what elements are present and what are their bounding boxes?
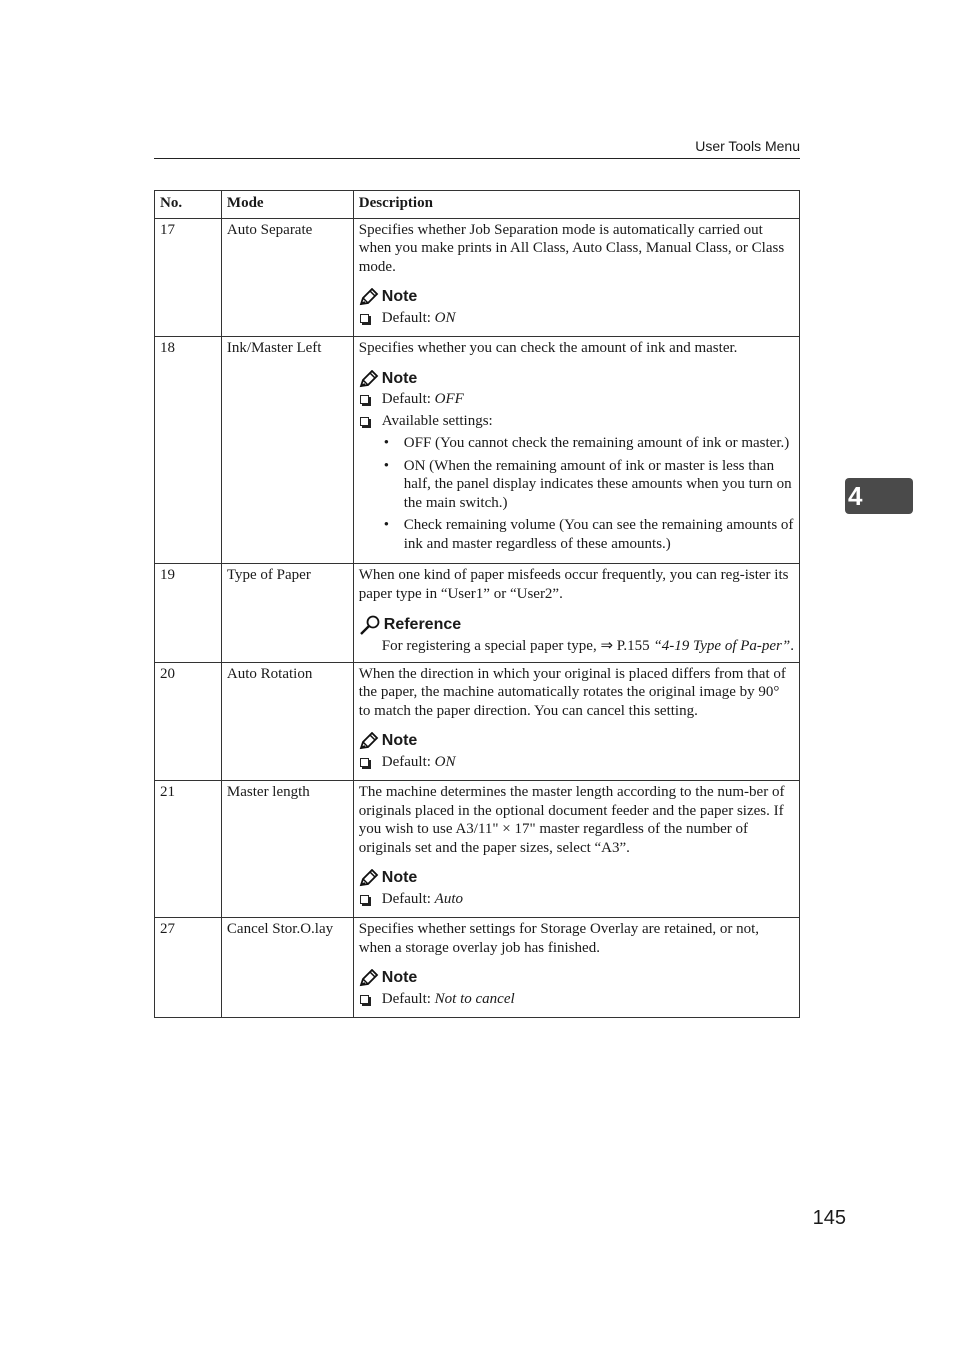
row-description-cell xyxy=(353,781,799,918)
row-mode: Type of Paper xyxy=(221,564,353,663)
table-row xyxy=(155,662,800,781)
note-label: Note xyxy=(381,288,418,305)
table-row xyxy=(155,781,800,918)
checkbox-icon xyxy=(360,314,369,323)
note-default-line xyxy=(359,753,794,772)
table-row xyxy=(155,337,800,564)
pencil-note-icon xyxy=(359,288,379,306)
checkbox-icon xyxy=(360,995,369,1004)
default-prefix: Default: xyxy=(381,753,435,770)
table-row xyxy=(155,918,800,1018)
default-value: Not to cancel xyxy=(434,990,515,1007)
default-value: ON xyxy=(434,753,456,770)
note-heading xyxy=(359,732,794,751)
list-item-text: OFF (You cannot check the remaining amount of ink or master.) xyxy=(403,435,790,451)
note-label: Note xyxy=(381,869,418,886)
list-item-text: ON (When the remaining amount of ink or master is less than half, the panel display indicates these amounts when you turn on the main switch.) xyxy=(403,457,792,511)
row-description: Specifies whether Job Separation mode is automatically carried out when you make prints in All Class, Auto Class, Manual Class, or Class mode. xyxy=(358,221,785,275)
row-number: 20 xyxy=(155,662,222,781)
note-default-line xyxy=(359,890,794,909)
reference-link[interactable]: “4-19 Type of Pa-per” xyxy=(653,638,791,654)
table-row xyxy=(155,564,800,663)
reference-heading xyxy=(359,615,794,635)
row-description-cell xyxy=(353,662,799,781)
row-mode: Cancel Stor.O.lay xyxy=(221,918,353,1018)
row-number: 21 xyxy=(155,781,222,918)
note-label: Note xyxy=(381,732,418,749)
list-item xyxy=(383,434,794,453)
row-description-cell xyxy=(353,218,799,337)
note-heading xyxy=(359,869,794,888)
section-title: User Tools Menu xyxy=(695,138,800,154)
checkbox-icon xyxy=(360,395,369,404)
row-description: Specifies whether you can check the amount of ink and master. xyxy=(358,340,738,356)
list-item-text: Check remaining volume (You can see the remaining amounts of ink and master regardless of these amounts.) xyxy=(403,517,794,552)
row-description: The machine determines the master length according to the num-ber of originals placed in the optional document feeder and the paper sizes. If you wish to use A3/11" × 17" master regardless of the number of originals set and the paper sizes, select “A3”. xyxy=(358,784,785,856)
default-prefix: Default: xyxy=(381,391,435,407)
table-row xyxy=(155,218,800,337)
row-number: 19 xyxy=(155,564,222,663)
row-description-cell xyxy=(353,918,799,1018)
note-default-line xyxy=(359,309,794,328)
reference-label: Reference xyxy=(383,615,462,633)
page-number: 145 xyxy=(812,1207,846,1229)
list-item xyxy=(383,457,794,513)
user-tools-table xyxy=(154,190,800,1018)
checkbox-icon xyxy=(360,417,369,426)
row-description: When one kind of paper misfeeds occur frequently, you can reg-ister its paper type in “User1” or “User2”. xyxy=(358,567,789,602)
note-available-line xyxy=(359,412,794,431)
row-mode: Auto Rotation xyxy=(221,662,353,781)
row-mode: Master length xyxy=(221,781,353,918)
pencil-note-icon xyxy=(359,969,379,987)
running-header xyxy=(154,138,800,159)
row-description: When the direction in which your original is placed differs from that of the paper, the machine automatically rotates the original image by 90° to match the paper direction. You can cancel this setting. xyxy=(358,665,786,719)
magnifier-reference-icon xyxy=(359,615,381,635)
chapter-number: 4 xyxy=(848,480,863,511)
column-header-mode: Mode xyxy=(221,191,353,219)
note-label: Note xyxy=(381,969,418,986)
note-heading xyxy=(359,288,794,307)
note-default-line xyxy=(359,990,794,1009)
reference-text: For registering a special paper type, ⇒ P.155 xyxy=(381,638,654,654)
bullet-icon: • xyxy=(383,517,390,533)
row-mode: Ink/Master Left xyxy=(221,337,353,564)
settings-list xyxy=(359,434,794,553)
checkbox-icon xyxy=(360,895,369,904)
row-description-cell xyxy=(353,564,799,663)
list-item xyxy=(383,516,794,553)
note-default-line xyxy=(359,390,794,409)
default-value: OFF xyxy=(434,391,464,407)
default-prefix: Default: xyxy=(381,990,435,1007)
row-number: 27 xyxy=(155,918,222,1018)
chapter-tab xyxy=(845,478,913,514)
row-description: Specifies whether settings for Storage Overlay are retained, or not, when a storage overlay job has finished. xyxy=(358,921,760,956)
row-description-cell xyxy=(353,337,799,564)
checkbox-icon xyxy=(360,758,369,767)
pencil-note-icon xyxy=(359,370,379,388)
pencil-note-icon xyxy=(359,869,379,887)
pencil-note-icon xyxy=(359,732,379,750)
note-heading xyxy=(359,969,794,988)
note-heading xyxy=(359,370,794,389)
reference-body xyxy=(359,637,794,656)
row-number: 17 xyxy=(155,218,222,337)
note-label: Note xyxy=(381,369,418,387)
reference-end: . xyxy=(790,638,794,654)
row-number: 18 xyxy=(155,337,222,564)
default-prefix: Default: xyxy=(381,890,435,907)
column-header-description: Description xyxy=(353,191,799,219)
default-value: ON xyxy=(434,309,456,326)
bullet-icon: • xyxy=(383,457,390,474)
column-header-no: No. xyxy=(155,191,222,219)
default-prefix: Default: xyxy=(381,309,435,326)
table-header-row xyxy=(155,191,800,219)
available-settings-label: Available settings: xyxy=(381,412,493,429)
bullet-icon: • xyxy=(383,435,390,451)
default-value: Auto xyxy=(434,890,464,907)
row-mode: Auto Separate xyxy=(221,218,353,337)
